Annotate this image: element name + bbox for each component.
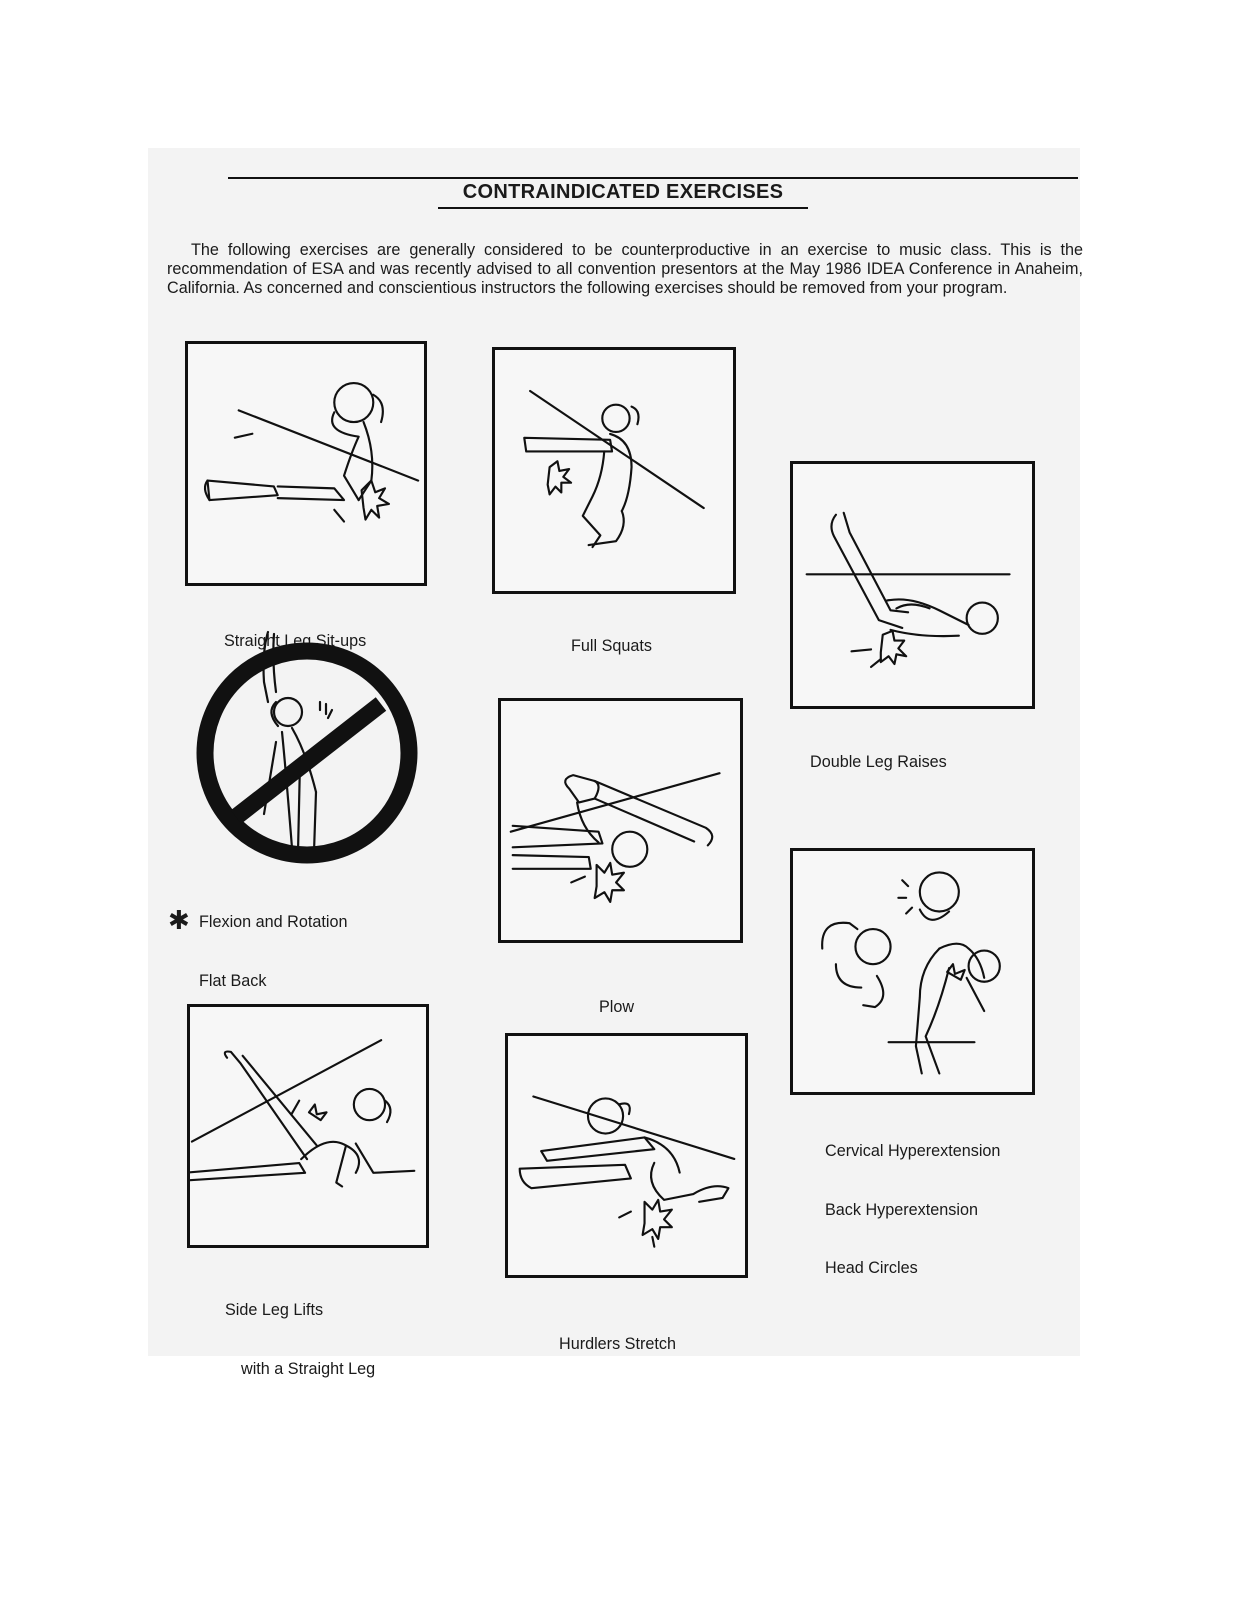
leg-raises-figure-icon xyxy=(793,464,1032,706)
caption-line: Straight Leg Sit-ups xyxy=(224,632,367,650)
intro-paragraph: The following exercises are generally considered to be counterproductive in an exercise to music class. This is the recommendation of ESA and was recently advised to all convention presentors at the May 1986 IDEA Conference in Anaheim, California. As concerned and conscientious instructors the following exercises should be removed from your program. xyxy=(167,241,1083,297)
caption-line: Plow xyxy=(599,998,635,1016)
caption-line: Full Squats xyxy=(571,637,652,655)
caption-side-leg-lifts xyxy=(225,1262,375,1399)
caption-line: Flexion and Rotation xyxy=(199,913,348,931)
caption-line: Double Leg Raises xyxy=(810,753,947,771)
page-title: CONTRAINDICATED EXERCISES xyxy=(438,181,808,209)
squats-illustration xyxy=(492,347,736,594)
caption-line: Back Hyperextension xyxy=(825,1200,978,1219)
caption-line: with a Straight Leg xyxy=(241,1359,376,1378)
sit-ups-illustration xyxy=(185,341,427,586)
caption-plow xyxy=(599,959,634,1037)
leg-raises-illustration xyxy=(790,461,1035,709)
flexion-rotation-illustration xyxy=(196,642,418,864)
caption-hyperextension xyxy=(825,1103,1000,1298)
caption-hurdlers xyxy=(559,1296,676,1374)
caption-line: Side Leg Lifts xyxy=(225,1301,324,1319)
hurdlers-figure-icon xyxy=(508,1036,745,1275)
no-sign-icon xyxy=(196,642,418,864)
caption-line: Head Circles xyxy=(825,1259,918,1277)
caption-line: Cervical Hyperextension xyxy=(825,1142,1001,1160)
side-leg-lifts-figure-icon xyxy=(190,1007,426,1245)
caption-line: Hurdlers Stretch xyxy=(559,1335,676,1353)
side-leg-lifts-illustration xyxy=(187,1004,429,1248)
header-rule xyxy=(228,177,1078,179)
caption-line: Flat Back xyxy=(199,971,267,990)
squats-figure-icon xyxy=(495,350,733,591)
sit-ups-figure-icon xyxy=(188,344,424,583)
handwritten-asterisk-mark: ✱ xyxy=(168,906,190,936)
caption-leg-raises xyxy=(810,714,947,792)
hyperextension-illustration xyxy=(790,848,1035,1095)
plow-illustration xyxy=(498,698,743,943)
hyperextension-figure-icon xyxy=(793,851,1032,1092)
plow-figure-icon xyxy=(501,701,740,940)
hurdlers-illustration xyxy=(505,1033,748,1278)
